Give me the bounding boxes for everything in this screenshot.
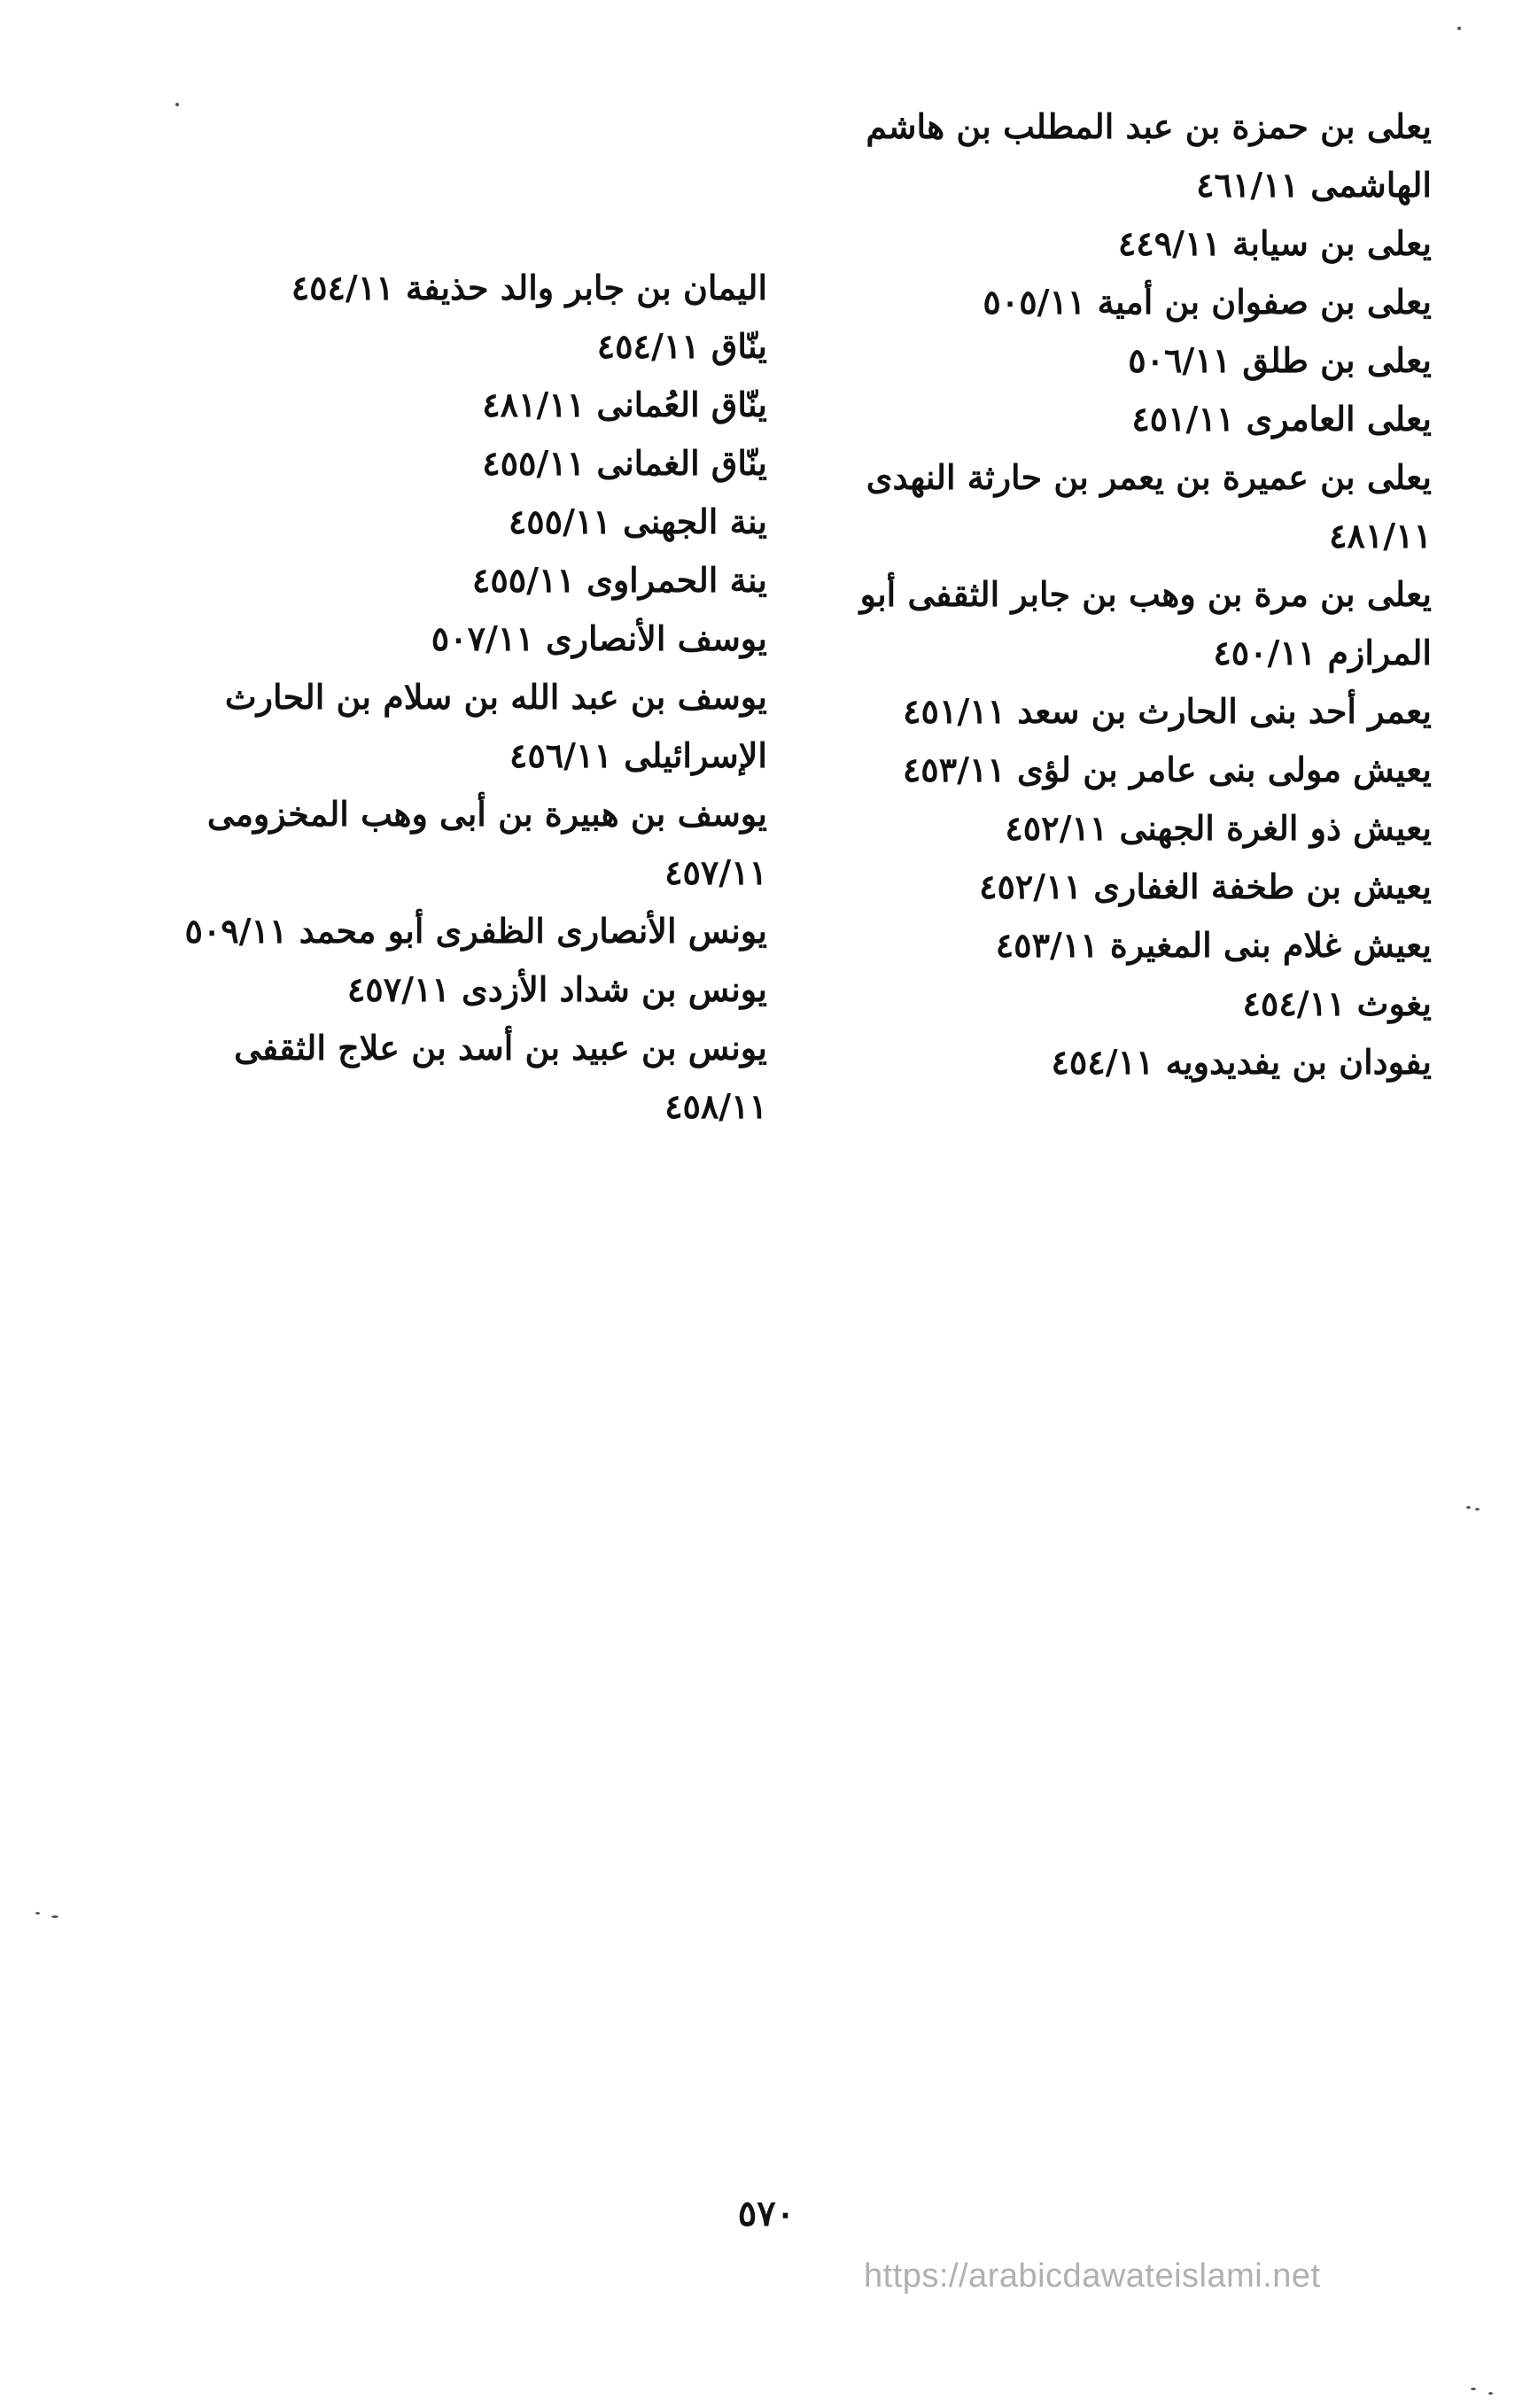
scan-speck: [1466, 1506, 1471, 1509]
index-entry: ينّاق العُمانى ٤٨١/١١: [482, 385, 767, 424]
index-entry: يوسف بن عبد الله بن سلام بن الحارث الإسرائيلى ٤٥٦/١١: [224, 677, 767, 775]
index-entry: ينّاق الغمانى ٤٥٥/١١: [482, 443, 767, 483]
index-entry: يعيش مولى بنى عامر بن لؤى ٤٥٣/١١: [902, 750, 1432, 789]
index-entry: يعلى بن صفوان بن أمية ٥٠٥/١١: [983, 282, 1432, 322]
scan-speck: [51, 1915, 58, 1918]
index-entry: يعلى بن عميرة بن يعمر بن حارثة النهدى ٤٨١/١١: [866, 457, 1432, 555]
scan-speck: [1475, 1508, 1480, 1511]
index-entry: يفودان بن يفديدويه ٤٥٤/١١: [1051, 1042, 1432, 1082]
index-entry: ينة الحمراوى ٤٥٥/١١: [471, 560, 767, 600]
scan-speck: [1457, 27, 1461, 30]
page-number: ٥٧٠: [737, 2193, 796, 2234]
index-entry: يونس الأنصارى الظفرى أبو محمد ٥٠٩/١١: [184, 911, 767, 951]
index-entry: يعلى بن سيابة ٤٤٩/١١: [1117, 223, 1432, 263]
index-column-left: [129, 259, 767, 1136]
index-entry: يعلى بن طلق ٥٠٦/١١: [1128, 340, 1432, 380]
index-entry: يوسف الأنصارى ٥٠٧/١١: [431, 618, 767, 658]
index-entry: يعلى العامرى ٤٥١/١١: [1131, 399, 1432, 439]
scan-speck: [35, 1912, 40, 1915]
scan-speck: [1471, 2388, 1476, 2390]
index-entry: يوسف بن هبيرة بن أبى وهب المخزومى ٤٥٧/١١: [206, 794, 767, 892]
index-entry: يعلى بن حمزة بن عبد المطلب بن هاشم الهاشمى ٤٦١/١١: [866, 106, 1432, 205]
index-entry: يونس بن عبيد بن أسد بن علاج الثقفى ٤٥٨/١١: [234, 1028, 767, 1126]
watermark-link[interactable]: https://arabicdawateislami.net: [864, 2257, 1321, 2295]
index-column-right: [776, 97, 1432, 1091]
scan-speck: [175, 103, 179, 106]
index-entry: ينة الجهنى ٤٥٥/١١: [508, 501, 767, 541]
index-entry: ينّاق ٤٥٤/١١: [596, 326, 767, 366]
index-entry: يعيش غلام بنى المغيرة ٤٥٣/١١: [995, 925, 1432, 965]
index-entry: يعلى بن مرة بن وهب بن جابر الثقفى أبو المرازم ٤٥٠/١١: [859, 574, 1432, 672]
index-entry: يونس بن شداد الأزدى ٤٥٧/١١: [346, 969, 767, 1009]
index-entry: اليمان بن جابر والد حذيفة ٤٥٤/١١: [291, 268, 767, 307]
index-entry: يعيش بن طخفة الغفارى ٤٥٢/١١: [979, 866, 1432, 906]
scan-speck: [1488, 2392, 1493, 2395]
index-entry: يعيش ذو الغرة الجهنى ٤٥٢/١١: [1005, 808, 1432, 848]
index-entry: يغوث ٤٥٤/١١: [1242, 983, 1432, 1023]
index-entry: يعمر أحد بنى الحارث بن سعد ٤٥١/١١: [903, 691, 1432, 731]
